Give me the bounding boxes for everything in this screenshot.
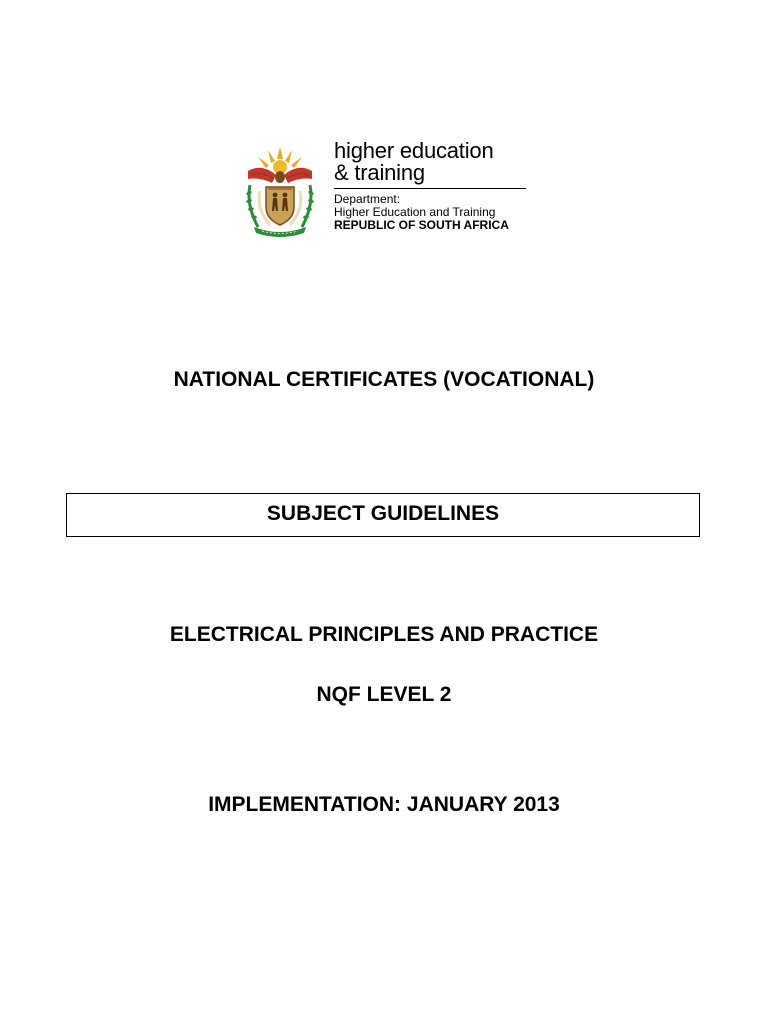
qualification-title: NATIONAL CERTIFICATES (VOCATIONAL)	[173, 368, 595, 391]
logo-country: REPUBLIC OF SOUTH AFRICA	[334, 218, 509, 232]
document-type-title: SUBJECT GUIDELINES	[266, 502, 500, 525]
nqf-level: NQF LEVEL 2	[316, 683, 452, 706]
department-logo	[240, 140, 540, 240]
document-type-box	[66, 493, 700, 537]
implementation-date: IMPLEMENTATION: JANUARY 2013	[208, 793, 560, 816]
logo-department-name: Higher Education and Training	[334, 205, 496, 219]
logo-wordmark	[334, 140, 534, 232]
logo-divider	[334, 188, 526, 189]
logo-department-label: Department:	[334, 192, 401, 206]
subject-title: ELECTRICAL PRINCIPLES AND PRACTICE	[169, 623, 599, 646]
logo-title-line2: & training	[334, 160, 425, 185]
logo-title-line1: higher education	[334, 138, 494, 163]
coat-of-arms-icon	[240, 145, 320, 237]
